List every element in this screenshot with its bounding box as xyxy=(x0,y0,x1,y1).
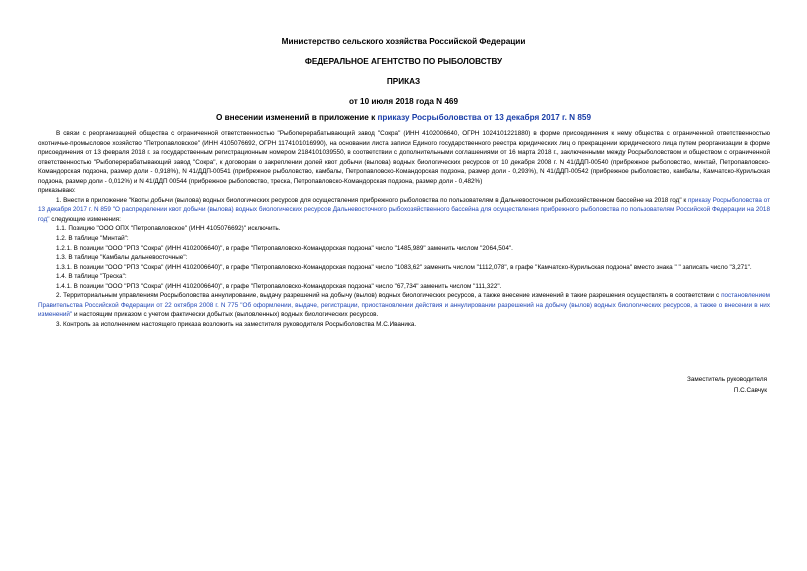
order-word: приказываю: xyxy=(38,187,76,195)
title-order-link[interactable]: приказу Росрыболовства от 13 декабря 2017 г. N 859 xyxy=(377,113,592,122)
ministry-heading: Министерство сельского хозяйства Российской Федерации xyxy=(281,37,526,46)
date-number-heading: от 10 июля 2018 года N 469 xyxy=(348,97,459,106)
item-2-paragraph xyxy=(38,291,770,320)
item-1-text-before: 1. Внести в приложение "Квоты добычи (вылова) водных биологических ресурсов для осуществления прибрежного рыболовства по пользователям в Дальневосточном рыбохозяйственном бассейне на 2018 год" к xyxy=(56,196,688,204)
preamble-paragraph: В связи с реорганизацией общества с ограниченной ответственностью "Рыбоперерабатывающий завод "Сокра" (ИНН 4102006640, ОГРН 1024101221880) в форме присоединения к нему общества с ограниченной ответственностью охотничье-промысловое хозяйство "Петропавловское" (ИНН 4105076692, ОГРН 1174101016990), на основании листа записи Единого государственного реестра юридических лиц о прекращении юридического лица путем реорганизации в форме присоединения от 13 февраля 2018 г. за государственным регистрационным номером 2184101039550, в соответствии с дополнительными соглашениями от 16 марта 2018 г., заключенными между Росрыболовством и обществом с ограниченной ответственностью "Рыбоперерабатывающий завод "Сокра", к договорам о закреплении долей квот добычи (вылова) водных биологических ресурсов от 10 декабря 2008 г. N 41/ДДП-00540 (прибрежное рыболовство, минтай, Петропавловско-Командорская подзона, размер доли - 0,918%), N 41/ДДП-00541 (прибрежное рыболовство, камбалы, Петропавловско-Командорская подзона, размер доли - 0,293%), N 41/ДДП-00542 (прибрежное рыболовство, камбалы, Камчатско-Курильская подзона, размер доли - 0,012%) и N 41/ДДП 00544 (прибрежное рыболовство, треска, Петропавловско-Командорская подзона, размер доли - 0,482%) xyxy=(38,130,770,185)
item-1-paragraph xyxy=(38,196,770,225)
subitem-1-1: 1.1. Позицию "ООО ОПХ "Петропавловское" (ИНН 4105076692)" исключить. xyxy=(56,225,281,233)
document-body xyxy=(38,129,770,329)
agency-heading: ФЕДЕРАЛЬНОЕ АГЕНТСТВО ПО РЫБОЛОВСТВУ xyxy=(304,57,503,66)
subitem-1-4: 1.4. В таблице "Треска": xyxy=(56,273,127,281)
document-title xyxy=(0,113,807,123)
item-1-order-link[interactable]: приказу Росрыболовства от 13 декабря 2017 г. N 859 "О распределении квот добычи (вылова) водных биологических ресурсов Дальневосточного рыбохозяйственного бассейна для осуществления прибрежного рыболовства по пользователям Российской Федерации на 2018 год" xyxy=(38,196,770,223)
subitem-1-3-1: 1.3.1. В позиции "ООО "РПЗ "Сокра" (ИНН 4102006640)", в графе "Петропавловско-Командорская подзона" число "1083,62" заменить числом "1112,078", в графе "Камчатско-Курильская подзона" вместо знака " " записать число "3,271". xyxy=(56,263,752,271)
title-text: О внесении изменений в приложение к xyxy=(215,113,378,122)
item-2-text-after: и настоящим приказом с учетом фактически добытых (выловленных) водных биологических ресурсов. xyxy=(72,311,379,319)
signature-name: П.С.Савчук xyxy=(733,387,767,394)
item-2-resolution-link[interactable]: постановлением Правительства Российской Федерации от 22 октября 2008 г. N 775 "Об оформлении, выдаче, регистрации, приостановлении действия и аннулировании разрешений на добычу (вылов) водных биологических ресурсов, а также о внесении в них изменений" xyxy=(38,292,770,319)
subitem-1-2: 1.2. В таблице "Минтай": xyxy=(56,235,129,243)
item-3-paragraph: 3. Контроль за исполнением настоящего приказа возложить на заместителя руководителя Росрыболовства М.С.Иваника. xyxy=(56,320,417,328)
item-2-text-before: 2. Территориальным управлениям Росрыболовства аннулирование, выдачу разрешений на добычу (вылов) водных биологических ресурсов, а также внесение изменений в такие разрешения осуществлять в соответствии с xyxy=(56,292,722,300)
subitem-1-3: 1.3. В таблице "Камбалы дальневосточные": xyxy=(56,254,188,262)
subitem-1-2-1: 1.2.1. В позиции "ООО "РПЗ "Сокра" (ИНН 4102006640)", в графе "Петропавловско-Командорская подзона" число "1485,989" заменить числом "2064,504". xyxy=(56,244,513,252)
doc-type-heading: ПРИКАЗ xyxy=(386,77,421,86)
signature-position: Заместитель руководителя xyxy=(686,376,767,383)
subitem-1-4-1: 1.4.1. В позиции "ООО "РПЗ "Сокра" (ИНН 4102006640)", в графе "Петропавловско-Командорская подзона" число "67,734" заменить числом "111,322". xyxy=(56,282,502,290)
item-1-text-after: следующие изменения: xyxy=(49,215,121,223)
